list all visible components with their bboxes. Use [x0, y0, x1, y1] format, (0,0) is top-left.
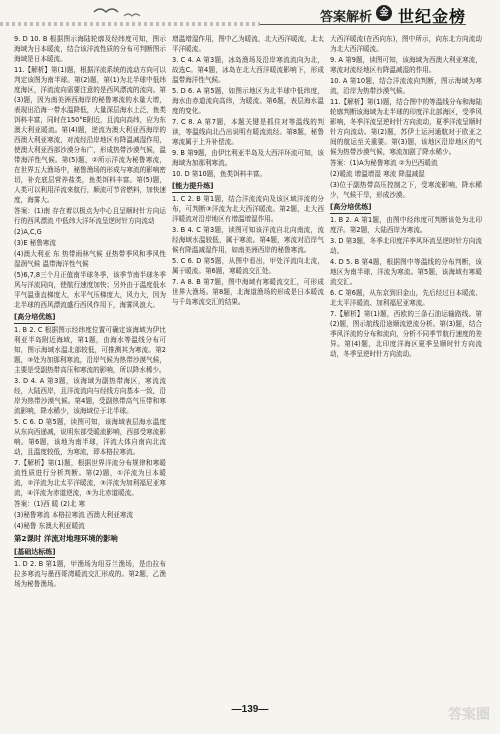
paragraph: 9. A 第9题，读图可知，该海域为西澳大利亚寒流，寒流对流经地区有降温减湿的作用。 — [330, 56, 482, 75]
paragraph: 1. D 2. B 第1题，甲渔场为纽芬兰渔场，是由拉布拉多寒流与墨西哥湾暖流交汇形成的。第2题，乙渔场为秘鲁渔场。 — [14, 560, 166, 589]
paragraph: 11.【解析】第(1)题，结合图中的等温线分布和海陆轮廓判断该海域为北半球的印度洋北部海区，受季风影响，冬季洋流呈逆时针方向流动，夏季洋流呈顺时针方向流动。第(2)题，苏伊士运河通航对于欧亚之间的航运至关重要。第(3)题，该地区沿岸地区的气候为热带沙漠气候，寒流加剧了降水稀少。 — [330, 98, 482, 157]
paragraph: (2)A,C,G — [14, 228, 42, 237]
paragraph: 11.【解析】第(1)题，根据洋流系统的流动方向可以判定该图为南半球。第(2)题，第(1)为北半球中低纬度海区，洋流流向需要注意的是西风漂流的流向。第(3)题，因为南美洲西海岸的秘鲁寒流的水量大增，表现出沿海一带水温降低，大量深层海水上泛，鱼类饵料丰富，同时在150°E附近，且流向高纬，应为东澳大利亚暖流。第(4)题，逆流为澳大利亚西海岸的西澳大利亚寒流，对流经沿岸地区有降温减湿作用，使澳大利亚西部沙漠分布广，形成热带沙漠气候，温带海洋性气候。第(5)题，②所示洋流为秘鲁寒流，在世界五大渔场中，秘鲁渔场的形成与寒流的影响密切，补充底层营养盐类，鱼类饵料丰富。第(5)题，人类可以利用洋流来航行，顺流可节省燃料，加快速度，海雾大。 — [14, 66, 166, 205]
section-heading: [能力提升练] — [172, 181, 213, 193]
paragraph: 10. A 第10题，结合洋流流向判断，图示海域为寒流，沿岸为热带沙漠气候。 — [330, 77, 482, 96]
paragraph: 增温增湿作用，图中乙为暖流，北大西洋暖流，北太平洋暖流。 — [172, 35, 324, 54]
lesson-title: 第2课时 洋流对地理环境的影响 — [14, 534, 118, 544]
page-content — [14, 34, 482, 698]
paragraph: 7. A 8. B 第7题，图中海域有寒暖流交汇，可形成世界大渔场。第8题，北海道渔场的形成是日本暖流与千岛寒流交汇的结果。 — [172, 277, 324, 306]
paragraph: (3)秘鲁寒流 本格拉寒流 西澳大利亚寒流 — [14, 511, 134, 520]
paragraph: 4. D 5. B 第4题，根据图中等温线的分布判断，该地区为南半球，洋流为寒流。第5题，该海域有寒暖流交汇。 — [330, 257, 482, 286]
paragraph: 答案：(1)西 暖 (2)北 寒 — [14, 500, 86, 509]
paragraph: 5. C 6. D 第5题，从图中看出，甲处洋流向北流，属于暖流。第6题，寒暖流交汇处。 — [172, 256, 324, 275]
paragraph: 1. B 2. C 根据图示经纬度位置可确定该海域为伊比利亚半岛附近海域，第1题，由海水等温线分布可知，图示海域水温北部较低，可推测其为寒流。第2题，③处为加那利寒流，沿岸气候为热带沙漠气候，主要是受副热带高压和寒流的影响，所以降水稀少。 — [14, 326, 166, 375]
paragraph: (2)暖流 增温增湿 寒流 降温减湿 — [330, 170, 425, 179]
paragraph: 3. D 4. A 第3题，该海域为副热带海区，寒流流经，大陆西岸，且洋流流向与经线方向基本一致，沿岸为热带沙漠气候。第4题，受副热带高气压带和寒流影响，降水稀少，该海域位于北半球。 — [14, 377, 166, 416]
paragraph: 大西洋暖流(在西向东)，图中所示，向东北方向流动为北大西洋暖流。 — [330, 35, 482, 54]
brand-logo-icon: 金 — [376, 5, 392, 21]
section-label: 答案解析 — [319, 9, 372, 24]
column-1 — [14, 34, 166, 698]
paragraph: 7.【解析】第(1)题，西欧的三条石油运输路线。第(2)题，图示航线沿途顺流逆流分析。第(3)题，结合季风洋流的分布和流向，分析不同季节航行速度的差异。第(4)题，北印度洋海区夏季呈顺时针方向流动，冬季呈逆时针方向流动。 — [330, 310, 482, 359]
paragraph: (3)位于副热带高压控制之下，受寒流影响，降水稀少，气候干旱，形成沙漠。 — [330, 181, 482, 200]
paragraph: 9. B 第9题，由伊比利亚半岛及大西洋环流可知，该海域为加那利寒流。 — [172, 149, 324, 168]
paragraph: 5. C 6. D 第5题，读图可知，该海域表层海水温度从东向西递减，说明东部受暖流影响，西部受寒流影响。第6题，该地为南半球，洋流大体自南向北流动，且温度较低，为寒流，即本格拉寒流。 — [14, 418, 166, 457]
paragraph: 9. D 10. B 根据图示海陆轮廓及经纬度可知，图示海域为日本暖流，结合该洋流性质的分布可判断图示海域是日本暖流。 — [14, 35, 166, 64]
paragraph: (3)E 秘鲁寒流 — [14, 239, 56, 248]
paragraph: 3. D 第3题，冬季北印度洋季风环流呈逆时针方向流动。 — [330, 236, 482, 255]
column-3 — [330, 34, 482, 698]
header-stripe — [0, 22, 260, 26]
page-number: —139— — [231, 704, 269, 715]
watermark: 答案圈 — [448, 706, 490, 722]
paragraph: 3. B 4. C 第3题，读图可知该洋流自北向南流，流经海域水温较低，属于寒流。第4题，寒流对沿岸气候有降温减湿作用，如南美洲西岸的秘鲁寒流。 — [172, 225, 324, 254]
paragraph: 10. D 第10题，鱼类饵料丰富。 — [172, 170, 267, 179]
paragraph: 6. C 第6题，从东京到旧金山，先后经过日本暖流、北太平洋暖流、加利福尼亚寒流。 — [330, 288, 482, 307]
paragraph: (4)澳大利亚 东 热带雨林气候 亚热带季风和季风性湿润气候 温带海洋性气候 — [14, 250, 166, 269]
page-header — [0, 0, 500, 28]
paragraph: 1. B 2. A 第1题，由图中经纬度可判断该处为北印度洋。第2题，大陆西岸为寒流。 — [330, 215, 482, 234]
paragraph: 答案：(1)南 存在着以极点为中心且呈顺时针方向运行的西风漂流 中低纬大洋环流呈逆时针方向流动 — [14, 207, 166, 226]
paragraph: 7.【解析】第(1)题，根据世界洋流分布规律和寒暖流性质进行分析判断。第(2)题，①洋流为日本暖流，②洋流为北太平洋暖流，③洋流为加利福尼亚寒流，④洋流为赤道逆流，⑤为北赤道暖流。 — [14, 459, 166, 498]
brand-name: 世纪金榜 — [397, 9, 466, 26]
paragraph: 1. C 2. B 第1题，结合洋流流向及该区域洋流的分布，可判断③洋流为北大西洋暖流。第2题，北大西洋暖流对沿岸地区有增温增湿作用。 — [172, 194, 324, 223]
section-heading: [高分培优练] — [330, 202, 371, 214]
section-heading: [高分培优练] — [14, 312, 55, 324]
paragraph: 5. D 6. A 第5题，如图示地区为北半球中低纬度，海水由赤道流向高纬，为暖流。第6题，表层海水温度的变化。 — [172, 87, 324, 116]
column-2 — [172, 34, 324, 698]
section-heading: [基础达标练] — [14, 547, 55, 559]
birds-icon — [92, 4, 152, 22]
paragraph: 7. C 8. A 第7题，本题关键是抓住对等温线的判读，等温线向北凸出说明有暖流流经。第8题，秘鲁寒流属于上升补偿流。 — [172, 118, 324, 147]
paragraph: (4)秘鲁 东澳大利亚暖流 — [14, 522, 85, 531]
paragraph: 答案：(1)A为秘鲁寒流 ②为巴西暖流 — [330, 159, 438, 168]
paragraph: (5)6,7,8三个月正值南半球冬季，该季节南半球冬季风与洋流同向，使航行速度加快；另外由于温度低水平气温垂直梯度大，水平气压梯度大，风力大，因为北半球的西风漂流盛行西风作用下，海雾风浪大。 — [14, 271, 166, 310]
paragraph: 3. C 4. A 第3题，冰岛渔场及沿岸寒流流向为北，故选C。第4题，冰岛在北大西洋暖流影响下，形成温带海洋性气候。 — [172, 56, 324, 85]
